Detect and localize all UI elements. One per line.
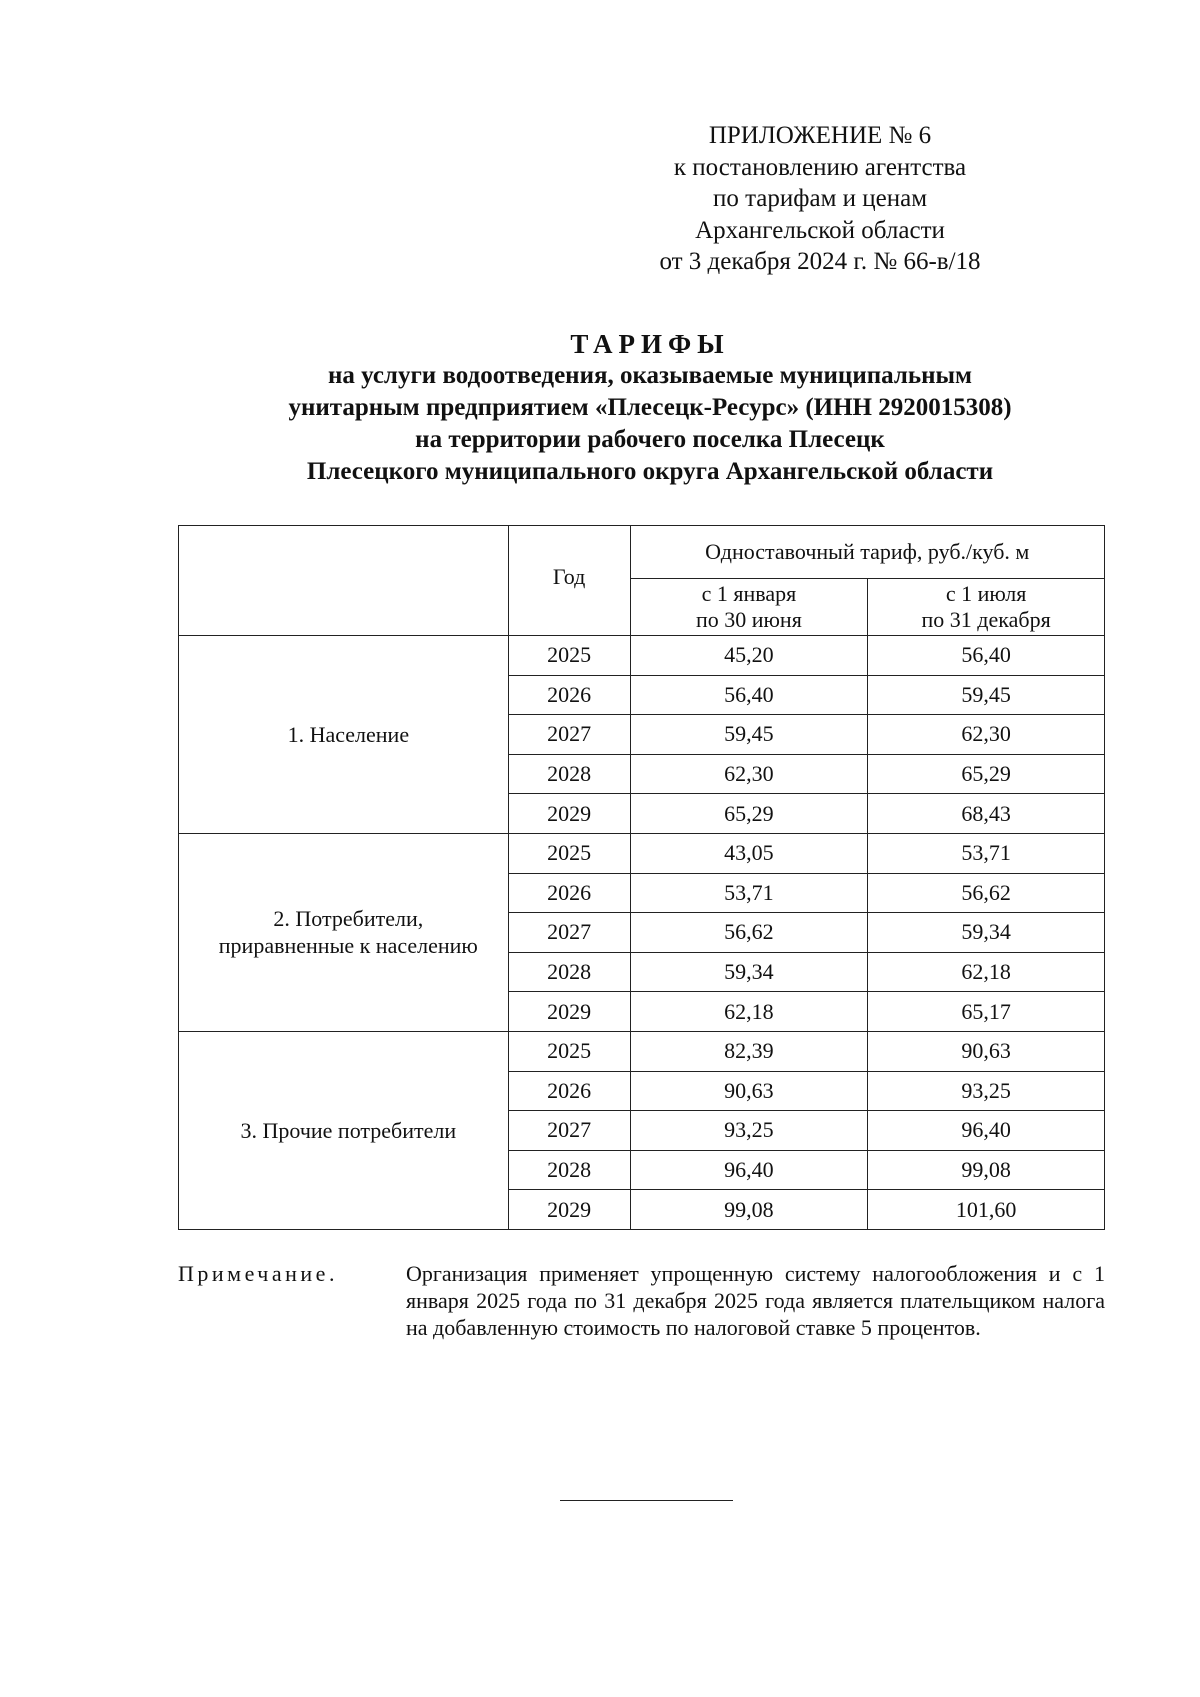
appendix-date: от 3 декабря 2024 г. № 66-в/18 (659, 248, 981, 275)
document-title (0, 328, 1200, 488)
tariff-period-2-cell: 59,45 (868, 675, 1105, 715)
tariff-period-2-cell: 96,40 (868, 1111, 1105, 1151)
year-cell: 2028 (508, 1150, 630, 1190)
period-2-line-1: с 1 июля (945, 581, 1027, 606)
note-text: Организация применяет упрощенную систему налогообложения и с 1 января 2025 года по 31 декабря 2025 года является плательщиком налога на добавленную стоимость по налоговой ставке 5 процентов. (406, 1261, 1105, 1340)
title-line-2: унитарным предприятием «Плесецк-Ресурс» (ИНН 2920015308) (288, 394, 1012, 421)
tariff-period-2-cell: 65,29 (868, 754, 1105, 794)
table-row (179, 833, 1105, 873)
tariff-period-2-cell: 59,34 (868, 913, 1105, 953)
category-label-line-1: 3. Прочие потребители (240, 1117, 457, 1143)
period-2-line-2: по 31 декабря (921, 607, 1051, 632)
tariff-body (179, 636, 1105, 1230)
year-cell: 2029 (508, 1190, 630, 1230)
category-cell (179, 636, 509, 834)
category-cell (179, 1031, 509, 1229)
tariff-period-2-cell: 99,08 (868, 1150, 1105, 1190)
tariff-period-2-cell: 101,60 (868, 1190, 1105, 1230)
tariff-period-1-cell: 90,63 (630, 1071, 868, 1111)
tariff-period-2-cell: 65,17 (868, 992, 1105, 1032)
tariff-period-2-cell: 56,62 (868, 873, 1105, 913)
category-header (179, 526, 509, 636)
appendix-resolution: к постановлению агентства (673, 153, 967, 181)
tariff-period-1-cell: 56,40 (630, 675, 868, 715)
tariff-period-2-cell: 53,71 (868, 833, 1105, 873)
tariff-period-1-cell: 96,40 (630, 1150, 868, 1190)
tariff-period-1-cell: 82,39 (630, 1031, 868, 1071)
tariff-period-2-cell: 62,18 (868, 952, 1105, 992)
year-cell: 2025 (508, 1031, 630, 1071)
year-cell: 2027 (508, 913, 630, 953)
category-label-line-1: 2. Потребители, (273, 906, 424, 932)
table-row (179, 636, 1105, 676)
tariff-period-1-cell: 56,62 (630, 913, 868, 953)
tariff-header: Одноставочный тариф, руб./куб. м (630, 526, 1104, 579)
tariff-period-1-cell: 65,29 (630, 794, 868, 834)
title-heading: ТАРИФЫ (570, 329, 730, 359)
appendix-number: ПРИЛОЖЕНИЕ № 6 (708, 122, 932, 149)
year-cell: 2027 (508, 715, 630, 755)
title-line-3: на территории рабочего поселка Плесецк (415, 426, 885, 453)
year-cell: 2028 (508, 754, 630, 794)
tariff-period-2-cell: 68,43 (868, 794, 1105, 834)
tariff-period-2-cell: 93,25 (868, 1071, 1105, 1111)
tariff-period-2-cell: 90,63 (868, 1031, 1105, 1071)
year-cell: 2027 (508, 1111, 630, 1151)
category-label-line-1: 1. Население (287, 721, 410, 747)
tariff-period-2-cell: 56,40 (868, 636, 1105, 676)
period-2-header (868, 579, 1105, 636)
title-line-1: на услуги водоотведения, оказываемые муниципальным (327, 362, 973, 389)
appendix-region: Архангельской области (695, 216, 945, 244)
period-1-header (630, 579, 868, 636)
year-cell: 2026 (508, 1071, 630, 1111)
tariff-period-1-cell: 59,34 (630, 952, 868, 992)
note-label: Примечание. (178, 1261, 338, 1286)
year-cell: 2026 (508, 675, 630, 715)
tariff-period-1-cell: 43,05 (630, 833, 868, 873)
category-label-line-2: приравненные к населению (218, 933, 478, 959)
year-cell: 2026 (508, 873, 630, 913)
year-cell: 2025 (508, 833, 630, 873)
period-1-line-2: по 30 июня (695, 607, 802, 632)
tariff-period-2-cell: 62,30 (868, 715, 1105, 755)
tariffs-table (178, 525, 1105, 1230)
year-header: Год (508, 526, 630, 636)
year-cell: 2025 (508, 636, 630, 676)
period-1-line-1: с 1 января (701, 581, 797, 606)
appendix-header (590, 120, 1050, 278)
table-row (179, 1031, 1105, 1071)
tariff-period-1-cell: 62,30 (630, 754, 868, 794)
end-divider (560, 1500, 733, 1501)
tariff-period-1-cell: 99,08 (630, 1190, 868, 1230)
tariff-period-1-cell: 93,25 (630, 1111, 868, 1151)
tariff-period-1-cell: 59,45 (630, 715, 868, 755)
appendix-agency: по тарифам и ценам (712, 185, 928, 212)
tariff-period-1-cell: 62,18 (630, 992, 868, 1032)
tariff-period-1-cell: 53,71 (630, 873, 868, 913)
title-line-4: Плесецкого муниципального округа Архангельской области (306, 458, 994, 485)
category-cell (179, 833, 509, 1031)
year-cell: 2028 (508, 952, 630, 992)
tariff-period-1-cell: 45,20 (630, 636, 868, 676)
year-cell: 2029 (508, 794, 630, 834)
year-cell: 2029 (508, 992, 630, 1032)
